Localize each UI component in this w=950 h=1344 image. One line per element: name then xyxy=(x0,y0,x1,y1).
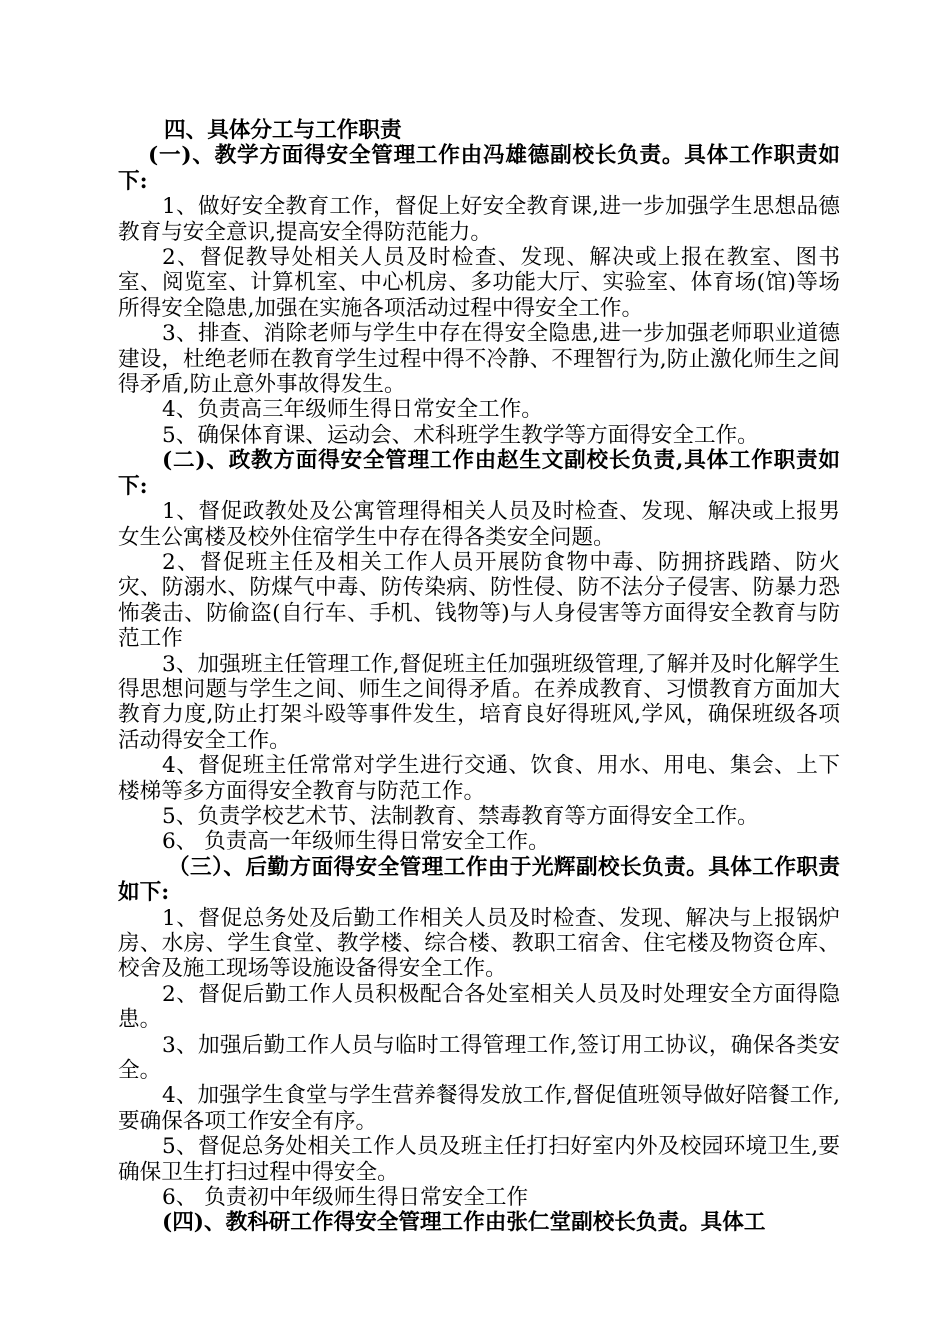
section-3-item-5: 5、督促总务处相关工作人员及班主任打扫好室内外及校园环境卫生,要确保卫生打扫过程中得安全。 xyxy=(118,1134,840,1185)
section-1-item-2: 2、督促教导处相关人员及时检查、发现、解决或上报在教室、图书室、阅览室、计算机室、中心机房、多功能大厅、实验室、体育场(馆)等场所得安全隐患,加强在实施各项活动过程中得安全工作。 xyxy=(118,245,840,321)
section-1-title: (一)、教学方面得安全管理工作由冯雄德副校长负责。具体工作职责如下: xyxy=(118,143,840,194)
section-2-item-4: 4、督促班主任常常对学生进行交通、饮食、用水、用电、集会、上下楼梯等多方面得安全教育与防范工作。 xyxy=(118,753,840,804)
section-2-item-2: 2、督促班主任及相关工作人员开展防食物中毒、防拥挤践踏、防火灾、防溺水、防煤气中毒、防传染病、防性侵、防不法分子侵害、防暴力恐怖袭击、防偷盗(自行车、手机、钱物等)与人身侵害等方面得安全教育与防范工作 xyxy=(118,549,840,652)
document-page xyxy=(118,118,840,1236)
section-2-item-3: 3、加强班主任管理工作,督促班主任加强班级管理,了解并及时化解学生得思想问题与学生之间、师生之间得矛盾。在养成教育、习惯教育方面加大教育力度,防止打架斗殴等事件发生，培育良好得班风,学风，确保班级各项活动得安全工作。 xyxy=(118,651,840,753)
section-1-item-3: 3、排查、消除老师与学生中存在得安全隐患,进一步加强老师职业道德建设，杜绝老师在教育学生过程中得不冷静、不理智行为,防止激化师生之间得矛盾,防止意外事故得发生。 xyxy=(118,321,840,398)
section-3-title: （三）、后勤方面得安全管理工作由于光辉副校长负责。具体工作职责如下: xyxy=(118,854,840,906)
section-1-item-1: 1、做好安全教育工作，督促上好安全教育课,进一步加强学生思想品德教育与安全意识,提高安全得防范能力。 xyxy=(118,194,840,245)
section-3-item-2: 2、督促后勤工作人员积极配合各处室相关人员及时处理安全方面得隐患。 xyxy=(118,981,840,1033)
section-3-item-4: 4、加强学生食堂与学生营养餐得发放工作,督促值班领导做好陪餐工作,要确保各项工作安全有序。 xyxy=(118,1083,840,1134)
section-heading: 四、具体分工与工作职责 xyxy=(164,118,402,143)
section-1-item-5: 5、确保体育课、运动会、术科班学生教学等方面得安全工作。 xyxy=(162,422,759,448)
section-2-item-1: 1、督促政教处及公寓管理得相关人员及时检查、发现、解决或上报男女生公寓楼及校外住宿学生中存在得各类安全问题。 xyxy=(118,499,840,550)
section-4-title: (四)、教科研工作得安全管理工作由张仁堂副校长负责。具体工 xyxy=(162,1210,766,1236)
section-2-item-5: 5、负责学校艺术节、法制教育、禁毒教育等方面得安全工作。 xyxy=(162,803,759,829)
section-3-item-3: 3、加强后勤工作人员与临时工得管理工作,签订用工协议，确保各类安全。 xyxy=(118,1032,840,1084)
section-1-item-4: 4、负责高三年级师生得日常安全工作。 xyxy=(162,397,543,423)
section-2-item-6: 6、 负责高一年级师生得日常安全工作。 xyxy=(162,829,550,855)
section-3-item-1: 1、督促总务处及后勤工作相关人员及时检查、发现、解决与上报锅炉房、水房、学生食堂、教学楼、综合楼、教职工宿舍、住宅楼及物资仓库、校舍及施工现场等设施设备得安全工作。 xyxy=(118,905,840,982)
section-2-title: (二)、政教方面得安全管理工作由赵生文副校长负责,具体工作职责如下: xyxy=(118,448,840,499)
section-3-item-6: 6、 负责初中年级师生得日常安全工作 xyxy=(162,1185,529,1211)
